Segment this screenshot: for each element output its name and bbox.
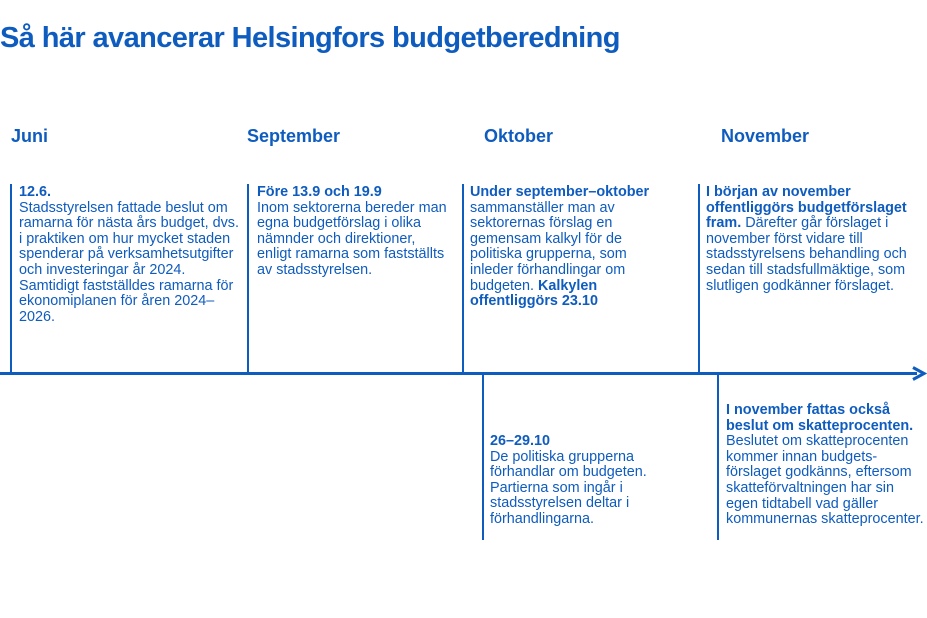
event-date: Före 13.9 och 19.9 — [257, 184, 382, 200]
event-lead: I november fattas också beslut om skatteprocenten. — [726, 402, 914, 434]
event-november-bottom — [726, 403, 926, 528]
event-juni — [19, 185, 241, 325]
event-text: sammanställer man av sektorernas förslag en gemensam kalkyl för de politiska grupperna, som inleder förhandlingar om budgeten. — [470, 199, 627, 294]
connector-line-oktober-bottom — [482, 375, 484, 540]
event-lead: I början av november offentliggörs budgetförslaget fram. — [706, 184, 907, 232]
month-label-september: September — [247, 126, 341, 146]
connector-line-november-bottom — [717, 375, 719, 540]
month-label-november: November — [721, 126, 810, 146]
arrow-right-icon — [910, 366, 927, 381]
month-label-juni: Juni — [11, 126, 49, 146]
event-september — [257, 185, 447, 279]
event-text: Därefter går förslaget i november först vidare till stadsstyrelsens behandling och sedan till stadsfullmäktige, som slutligen godkänner förslaget. — [706, 215, 907, 294]
event-date: 12.6. — [19, 184, 52, 200]
event-tail: Kalkylen offentliggörs 23.10 — [470, 277, 598, 310]
connector-line-september — [247, 184, 249, 372]
event-text: Inom sektorerna bereder man egna budgetförslag i olika nämnder och direktioner, enligt ramarna som fastställts av stadsstyrelsen. — [257, 199, 447, 278]
event-text: De politiska grupperna förhandlar om budgeten. Partierna som ingår i stadsstyrelsen deltar i förhandlingarna. — [490, 448, 647, 527]
event-text: Stadsstyrelsen fattade beslut om ramarna för nästa års budget, dvs. i praktiken om hur mycket staden spenderar på verksamhetsutgifter och investeringar år 2024. Samtidigt fastställdes ramarna för ekonomiplanen för åren 2024–2026. — [19, 199, 239, 325]
page-title: Så här avancerar Helsingfors budgetberedning — [0, 22, 620, 54]
event-text: Beslutet om skatteprocenten kommer innan budgets-förslaget godkänns, eftersom skatteförvaltningen har sin egen tidtabell vad gäller kommunernas skatteprocenter. — [726, 433, 924, 528]
connector-line-oktober-top — [462, 184, 464, 372]
event-oktober-top — [470, 185, 650, 310]
event-date: 26–29.10 — [490, 433, 551, 449]
connector-line-november-top — [698, 184, 700, 372]
month-label-oktober: Oktober — [484, 126, 554, 146]
event-lead: Under september–oktober — [470, 184, 650, 200]
connector-line-juni — [10, 184, 12, 372]
event-oktober-bottom — [490, 434, 650, 528]
event-november-top — [706, 185, 922, 294]
timeline-axis — [0, 372, 917, 375]
